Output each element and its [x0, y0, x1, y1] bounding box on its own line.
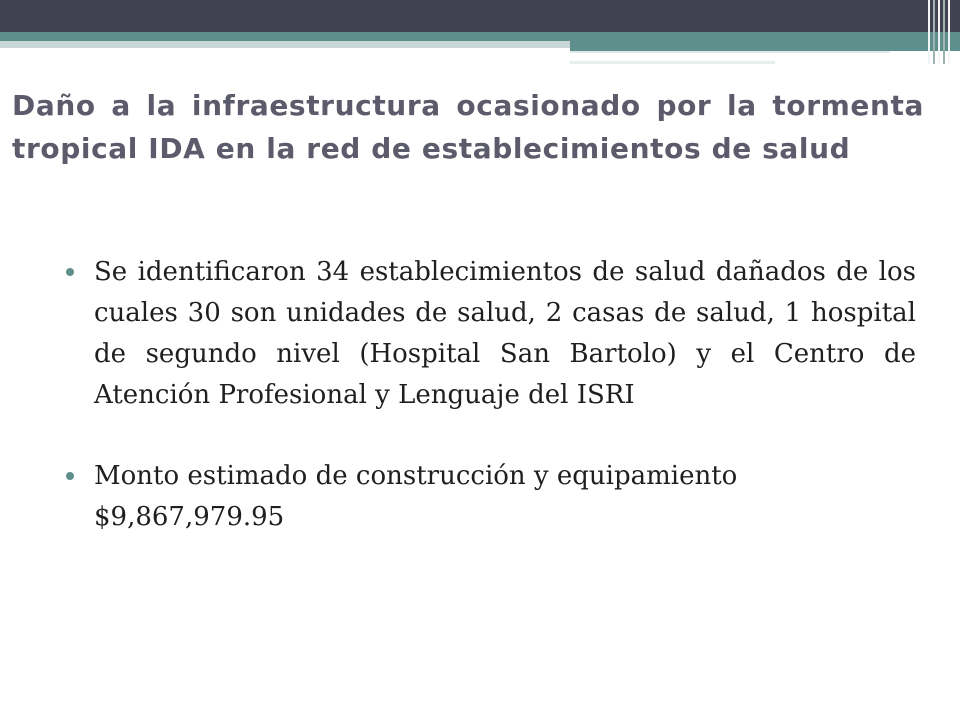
- vertical-line: [928, 0, 930, 64]
- header-band-teal: [0, 32, 960, 41]
- vertical-line: [948, 0, 950, 64]
- header-band-teal-right: [570, 41, 960, 51]
- vertical-line: [938, 0, 940, 64]
- bullet-text: Monto estimado de construcción y equipamiento: [94, 461, 738, 491]
- bullet-dot-icon: [66, 268, 74, 276]
- bullet-item: [66, 252, 916, 416]
- bullet-dot-icon: [66, 472, 74, 480]
- bullet-text: Se identificaron 34 establecimientos de salud dañados de los cuales 30 son unidades de salud, 2 casas de salud, 1 hospital de segundo nivel (Hospital San Bartolo) y el Centro de Atención Profesional y Lenguaje del ISRI: [94, 257, 916, 410]
- estimated-amount: $9,867,979.95: [94, 502, 285, 532]
- slide-title: Daño a la infraestructura ocasionado por la tormenta tropical IDA en la red de establecimientos de salud: [12, 89, 924, 165]
- vertical-line: [943, 0, 945, 64]
- header-vertical-lines: [928, 0, 952, 64]
- header-band-thin-line: [570, 51, 890, 53]
- bullet-item: [66, 456, 916, 538]
- header-band-light: [0, 41, 570, 48]
- vertical-line: [933, 0, 935, 64]
- bullet-list: [66, 252, 916, 538]
- header-band-dark: [0, 0, 960, 32]
- header-band-thin-line-short: [570, 61, 775, 64]
